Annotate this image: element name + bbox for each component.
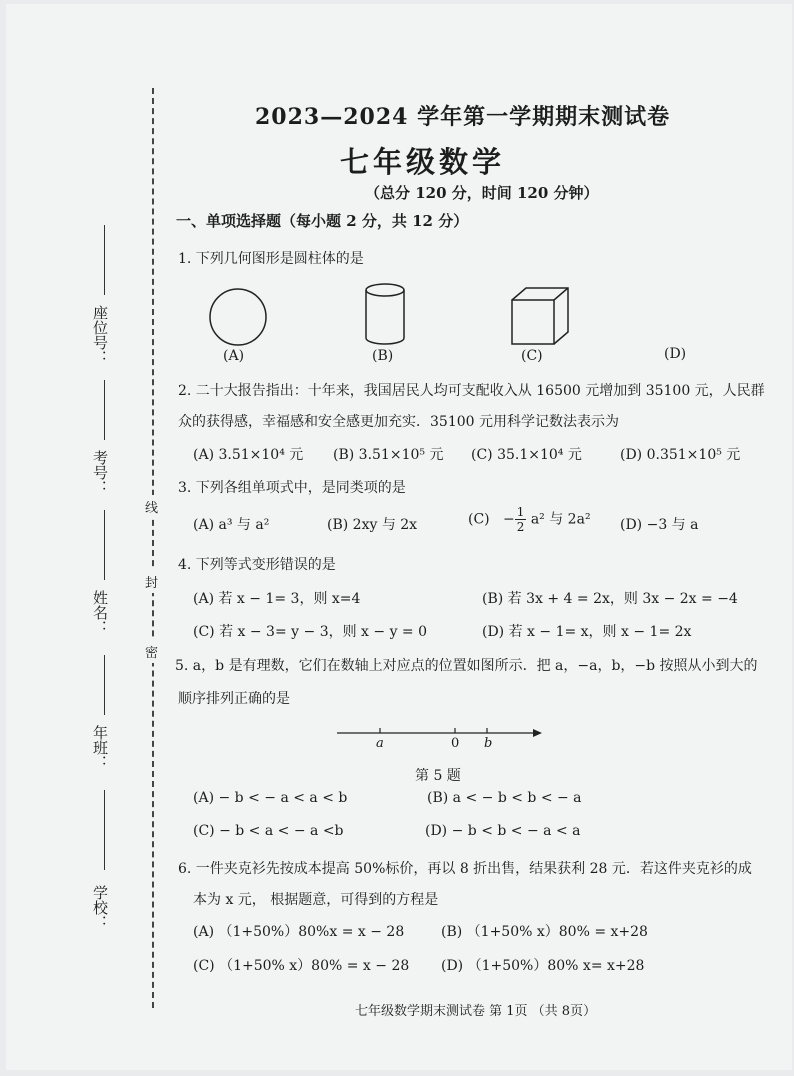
q1-option-a[interactable]: (A)	[223, 348, 245, 364]
axis-label-a: a	[376, 736, 384, 751]
class-label: 年班：	[91, 725, 109, 770]
q4-option-c[interactable]: (C) 若 x − 3= y − 3，则 x − y = 0	[193, 624, 428, 640]
q3-fraction: $\frac{1}{2}$	[516, 505, 525, 534]
q6-option-a[interactable]: (A) （1+50%）80%x = x − 28	[193, 924, 405, 940]
q5-line2: 顺序排列正确的是	[178, 691, 290, 707]
axis-label-b: b	[484, 736, 493, 751]
q6-line1: 6. 一件夹克衫先按成本提高 50%标价，再以 8 折出售，结果获利 28 元．若这件夹克衫的成	[178, 861, 752, 877]
q2-line2: 众的获得感，幸福感和安全感更加充实．35100 元用科学记数法表示为	[178, 414, 619, 430]
q3-option-c-rest: a² 与 2a²	[530, 511, 591, 528]
q3-stem: 3. 下列各组单项式中，是同类项的是	[178, 480, 406, 496]
binding-word-line: 线	[145, 495, 158, 518]
number-line-arrow	[533, 729, 542, 737]
q1-figures	[200, 280, 600, 350]
exam-number-blank[interactable]	[104, 380, 105, 440]
q5-option-d[interactable]: (D) − b < b < − a < a	[425, 823, 581, 839]
q6-option-d[interactable]: (D) （1+50%）80% x= x+28	[441, 958, 645, 974]
q3-option-d[interactable]: (D) −3 与 a	[620, 517, 699, 533]
q5-line1: 5. a，b 是有理数，它们在数轴上对应点的位置如图所示．把 a，−a，b，−b 按照从小到大的	[175, 658, 758, 674]
exam-note: （总分 120 分，时间 120 分钟）	[365, 184, 599, 202]
q6-line2: 本为 x 元， 根据题意，可得到的方程是	[193, 892, 439, 908]
q5-option-a[interactable]: (A) − b < − a < a < b	[193, 790, 348, 806]
class-blank[interactable]	[104, 655, 105, 715]
q1-option-b[interactable]: (B)	[372, 348, 394, 364]
q6-option-b[interactable]: (B) （1+50% x）80% = x+28	[441, 924, 648, 940]
binding-word-seal: 封	[145, 570, 158, 593]
number-line-figure	[335, 725, 545, 755]
q2-option-c[interactable]: (C) 35.1×10⁴ 元	[471, 447, 582, 463]
name-label: 姓名：	[91, 590, 109, 635]
cylinder-icon	[366, 284, 404, 344]
cube-icon	[512, 288, 568, 344]
school-blank[interactable]	[104, 790, 105, 870]
q5-option-c[interactable]: (C) − b < a < − a <b	[193, 823, 344, 839]
q1-option-c[interactable]: (C)	[521, 348, 543, 364]
binding-dashed-line	[152, 88, 154, 1008]
name-blank[interactable]	[104, 510, 105, 580]
circle-icon	[210, 289, 266, 345]
exam-title: 2023—2024 学年第一学期期末测试卷	[255, 104, 671, 130]
q4-option-a[interactable]: (A) 若 x − 1= 3，则 x=4	[193, 591, 361, 607]
q1-option-d[interactable]: (D)	[664, 346, 687, 362]
page-footer: 七年级数学期末测试卷 第 1页 （共 8页）	[355, 1004, 597, 1019]
q3-option-c-label: (C)	[468, 511, 490, 528]
q6-option-c[interactable]: (C) （1+50% x）80% = x − 28	[193, 958, 410, 974]
seat-number-label: 座位号：	[91, 305, 109, 365]
q3-option-c[interactable]: (C) − $\frac{1}{2}$ a² 与 2a²	[468, 505, 591, 534]
q4-option-d[interactable]: (D) 若 x − 1= x，则 x − 1= 2x	[482, 624, 692, 640]
q5-option-b[interactable]: (B) a < − b < b < − a	[427, 790, 582, 806]
school-label: 学校：	[91, 885, 109, 930]
q5-caption: 第 5 题	[415, 768, 461, 784]
q1-stem: 1. 下列几何图形是圆柱体的是	[178, 251, 364, 267]
q4-option-b[interactable]: (B) 若 3x + 4 = 2x，则 3x − 2x = −4	[482, 591, 738, 607]
q2-line1: 2. 二十大报告指出：十年来，我国居民人均可支配收入从 16500 元增加到 35100 元，人民群	[178, 383, 765, 399]
q3-option-b[interactable]: (B) 2xy 与 2x	[327, 517, 418, 533]
axis-label-0: 0	[451, 736, 460, 751]
q2-option-a[interactable]: (A) 3.51×10⁴ 元	[193, 447, 304, 463]
q3-option-a[interactable]: (A) a³ 与 a²	[193, 517, 270, 533]
q4-stem: 4. 下列等式变形错误的是	[178, 557, 336, 573]
exam-number-label: 考号：	[91, 450, 109, 495]
q2-option-b[interactable]: (B) 3.51×10⁵ 元	[333, 447, 444, 463]
exam-subtitle: 七年级数学	[340, 145, 506, 179]
seat-number-blank[interactable]	[104, 225, 105, 295]
binding-word-secret: 密	[145, 640, 158, 663]
q2-option-d[interactable]: (D) 0.351×10⁵ 元	[620, 447, 741, 463]
section-title: 一、单项选择题（每小题 2 分，共 12 分）	[176, 212, 469, 230]
